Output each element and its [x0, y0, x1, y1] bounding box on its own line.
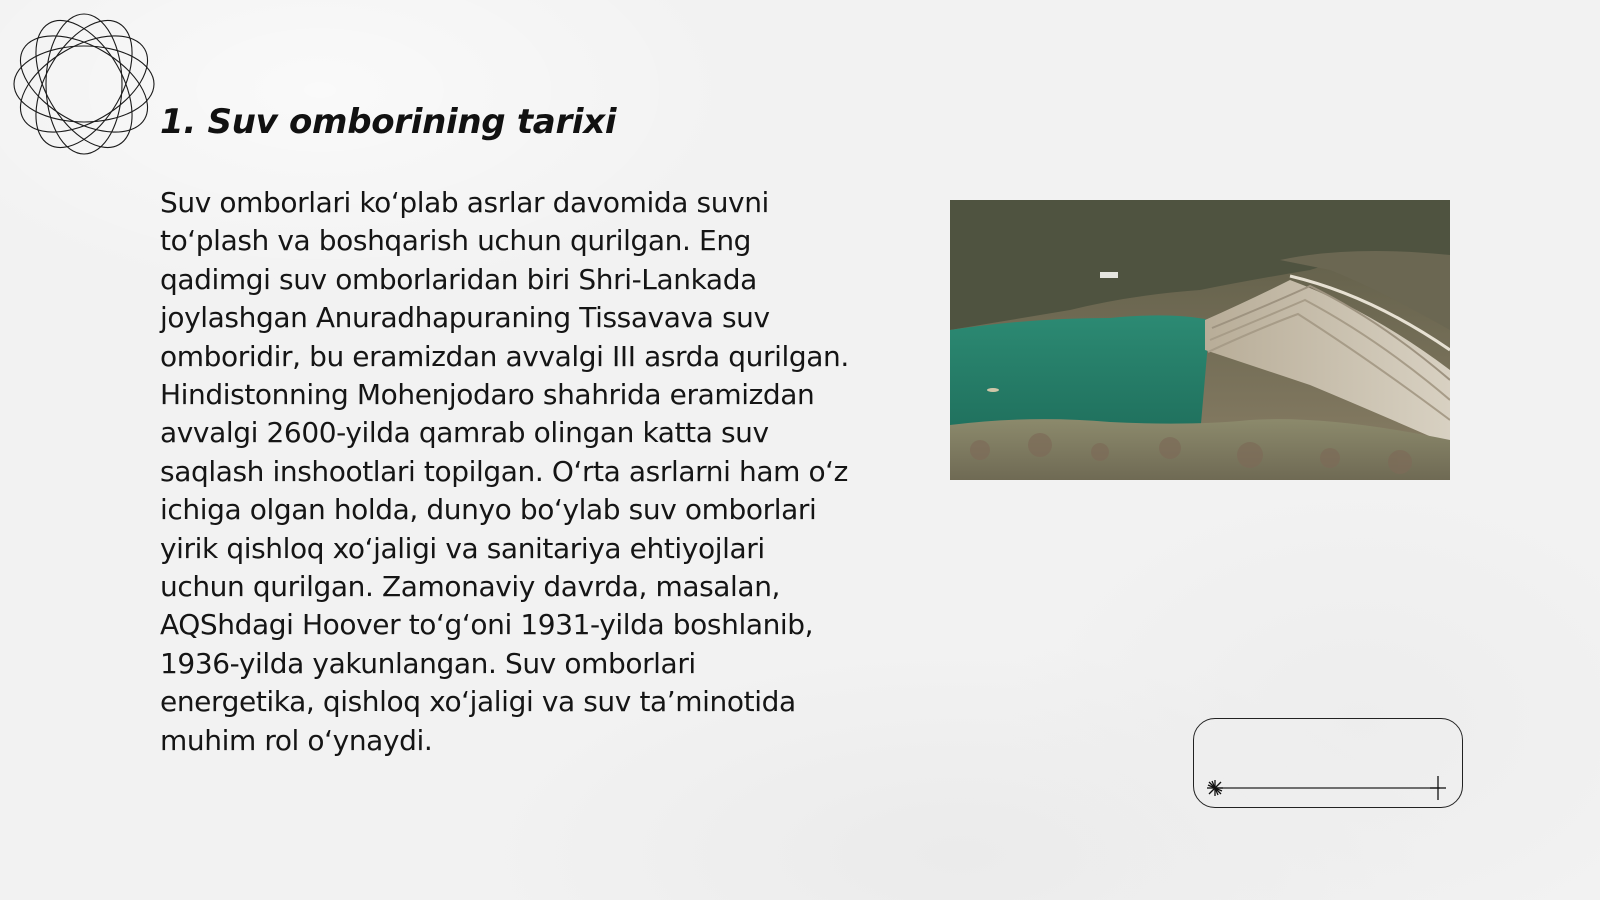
slide-title: 1. Suv omborining tarixi	[160, 102, 617, 142]
body-paragraph: Suv omborlari ko‘plab asrlar davomida suvni to‘plash va boshqarish uchun qurilgan. Eng qadimgi suv omborlaridan biri Shri-Lankada joylashgan Anuradhapuraning Tissavava suv omboridir, bu eramizdan avvalgi III asrda qurilgan. Hindistonning Mohenjodaro shahrida eramizdan avvalgi 2600-yilda qamrab olingan katta suv saqlash inshootlari topilgan. O‘rta asrlarni ham o‘z ichiga olgan holda, dunyo bo‘ylab suv omborlari yirik qishloq xo‘jaligi va sanitariya ehtiyojlari uchun qurilgan. Zamonaviy davrda, masalan, AQShdagi Hoover to‘g‘oni 1931-yilda boshlanib, 1936-yilda yakunlangan. Suv omborlari energetika, qishloq xo‘jaligi va suv ta’minotida muhim rol o‘ynaydi.	[160, 186, 849, 757]
